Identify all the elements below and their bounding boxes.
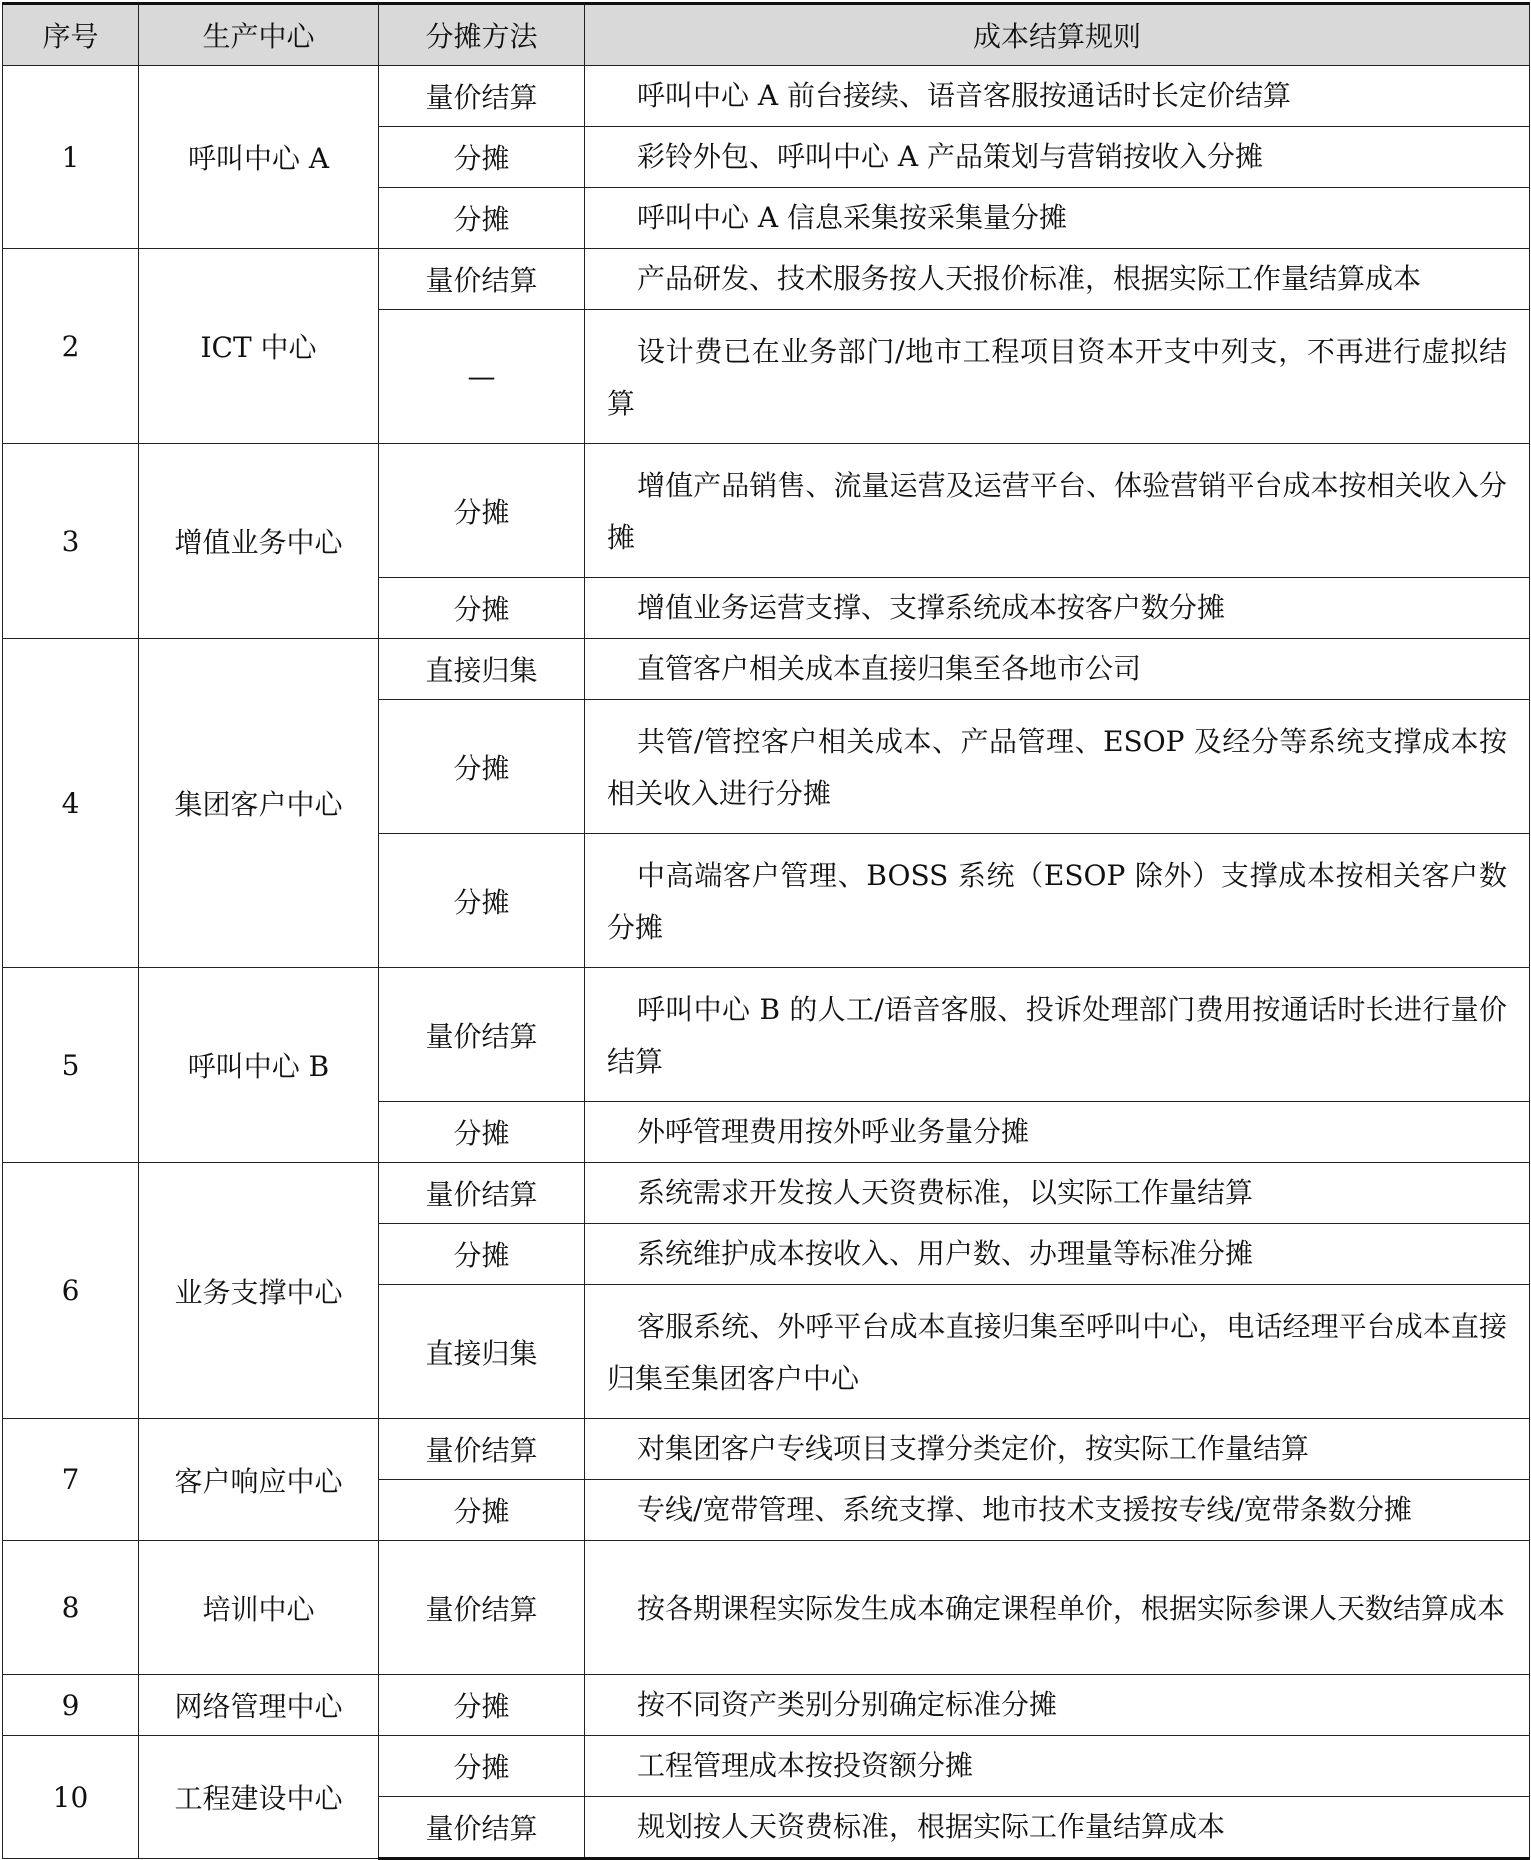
table-row — [3, 1419, 1530, 1480]
cell-method: 量价结算 — [379, 1797, 585, 1859]
cell-method: 分摊 — [379, 188, 585, 249]
cell-rule: 呼叫中心 B 的人工/语音客服、投诉处理部门费用按通话时长进行量价结算 — [585, 968, 1530, 1102]
cell-rule: 按不同资产类别分别确定标准分摊 — [585, 1675, 1530, 1736]
cell-method: 量价结算 — [379, 1419, 585, 1480]
cell-center: 集团客户中心 — [139, 639, 379, 968]
cell-center: 业务支撑中心 — [139, 1163, 379, 1419]
cell-method: 直接归集 — [379, 1285, 585, 1419]
cell-method: 分摊 — [379, 444, 585, 578]
table-row — [3, 639, 1530, 700]
cell-center: 增值业务中心 — [139, 444, 379, 639]
cell-seq: 1 — [3, 66, 139, 249]
table-row — [3, 1675, 1530, 1736]
cell-seq: 2 — [3, 249, 139, 444]
cell-method: 分摊 — [379, 1102, 585, 1163]
cell-method: 量价结算 — [379, 249, 585, 310]
cell-center: ICT 中心 — [139, 249, 379, 444]
cost-settlement-table — [2, 2, 1530, 1860]
cell-seq: 10 — [3, 1736, 139, 1859]
cell-rule: 按各期课程实际发生成本确定课程单价，根据实际参课人天数结算成本 — [585, 1541, 1530, 1675]
cell-seq: 6 — [3, 1163, 139, 1419]
cell-method: 分摊 — [379, 1736, 585, 1797]
cell-seq: 3 — [3, 444, 139, 639]
header-center: 生产中心 — [139, 4, 379, 66]
cell-method: 量价结算 — [379, 66, 585, 127]
cell-rule: 直管客户相关成本直接归集至各地市公司 — [585, 639, 1530, 700]
table-row — [3, 444, 1530, 578]
cell-method: 分摊 — [379, 578, 585, 639]
header-method: 分摊方法 — [379, 4, 585, 66]
cell-seq: 4 — [3, 639, 139, 968]
cell-seq: 7 — [3, 1419, 139, 1541]
cell-center: 网络管理中心 — [139, 1675, 379, 1736]
table-row — [3, 1736, 1530, 1797]
cell-rule: 对集团客户专线项目支撑分类定价，按实际工作量结算 — [585, 1419, 1530, 1480]
cell-method: 分摊 — [379, 1675, 585, 1736]
cell-rule: 增值产品销售、流量运营及运营平台、体验营销平台成本按相关收入分摊 — [585, 444, 1530, 578]
cell-rule: 专线/宽带管理、系统支撑、地市技术支援按专线/宽带条数分摊 — [585, 1480, 1530, 1541]
table-row — [3, 249, 1530, 310]
cell-seq: 5 — [3, 968, 139, 1163]
table-body — [3, 66, 1530, 1859]
table-row — [3, 1541, 1530, 1675]
cell-rule: 呼叫中心 A 信息采集按采集量分摊 — [585, 188, 1530, 249]
cell-method: 分摊 — [379, 1480, 585, 1541]
cell-rule: 设计费已在业务部门/地市工程项目资本开支中列支，不再进行虚拟结算 — [585, 310, 1530, 444]
cell-seq: 8 — [3, 1541, 139, 1675]
cell-center: 工程建设中心 — [139, 1736, 379, 1859]
cell-rule: 彩铃外包、呼叫中心 A 产品策划与营销按收入分摊 — [585, 127, 1530, 188]
cell-rule: 产品研发、技术服务按人天报价标准，根据实际工作量结算成本 — [585, 249, 1530, 310]
cell-center: 呼叫中心 B — [139, 968, 379, 1163]
cell-rule: 工程管理成本按投资额分摊 — [585, 1736, 1530, 1797]
cell-rule: 系统维护成本按收入、用户数、办理量等标准分摊 — [585, 1224, 1530, 1285]
cell-method: 分摊 — [379, 700, 585, 834]
table-row — [3, 968, 1530, 1102]
cell-method: 直接归集 — [379, 639, 585, 700]
header-seq: 序号 — [3, 4, 139, 66]
table-row — [3, 66, 1530, 127]
cell-method: 分摊 — [379, 1224, 585, 1285]
cell-center: 呼叫中心 A — [139, 66, 379, 249]
cell-rule: 外呼管理费用按外呼业务量分摊 — [585, 1102, 1530, 1163]
header-row — [3, 4, 1530, 66]
cell-rule: 呼叫中心 A 前台接续、语音客服按通话时长定价结算 — [585, 66, 1530, 127]
header-rule: 成本结算规则 — [585, 4, 1530, 66]
cell-center: 客户响应中心 — [139, 1419, 379, 1541]
cell-rule: 系统需求开发按人天资费标准，以实际工作量结算 — [585, 1163, 1530, 1224]
cell-rule: 客服系统、外呼平台成本直接归集至呼叫中心，电话经理平台成本直接归集至集团客户中心 — [585, 1285, 1530, 1419]
cell-rule: 共管/管控客户相关成本、产品管理、ESOP 及经分等系统支撑成本按相关收入进行分摊 — [585, 700, 1530, 834]
table-row — [3, 1163, 1530, 1224]
cell-rule: 中高端客户管理、BOSS 系统（ESOP 除外）支撑成本按相关客户数分摊 — [585, 834, 1530, 968]
cell-method: 量价结算 — [379, 968, 585, 1102]
cell-rule: 规划按人天资费标准，根据实际工作量结算成本 — [585, 1797, 1530, 1859]
cell-seq: 9 — [3, 1675, 139, 1736]
cell-method: 分摊 — [379, 127, 585, 188]
cell-rule: 增值业务运营支撑、支撑系统成本按客户数分摊 — [585, 578, 1530, 639]
cell-method: 分摊 — [379, 834, 585, 968]
cell-method: — — [379, 310, 585, 444]
cell-center: 培训中心 — [139, 1541, 379, 1675]
cell-method: 量价结算 — [379, 1163, 585, 1224]
cell-method: 量价结算 — [379, 1541, 585, 1675]
